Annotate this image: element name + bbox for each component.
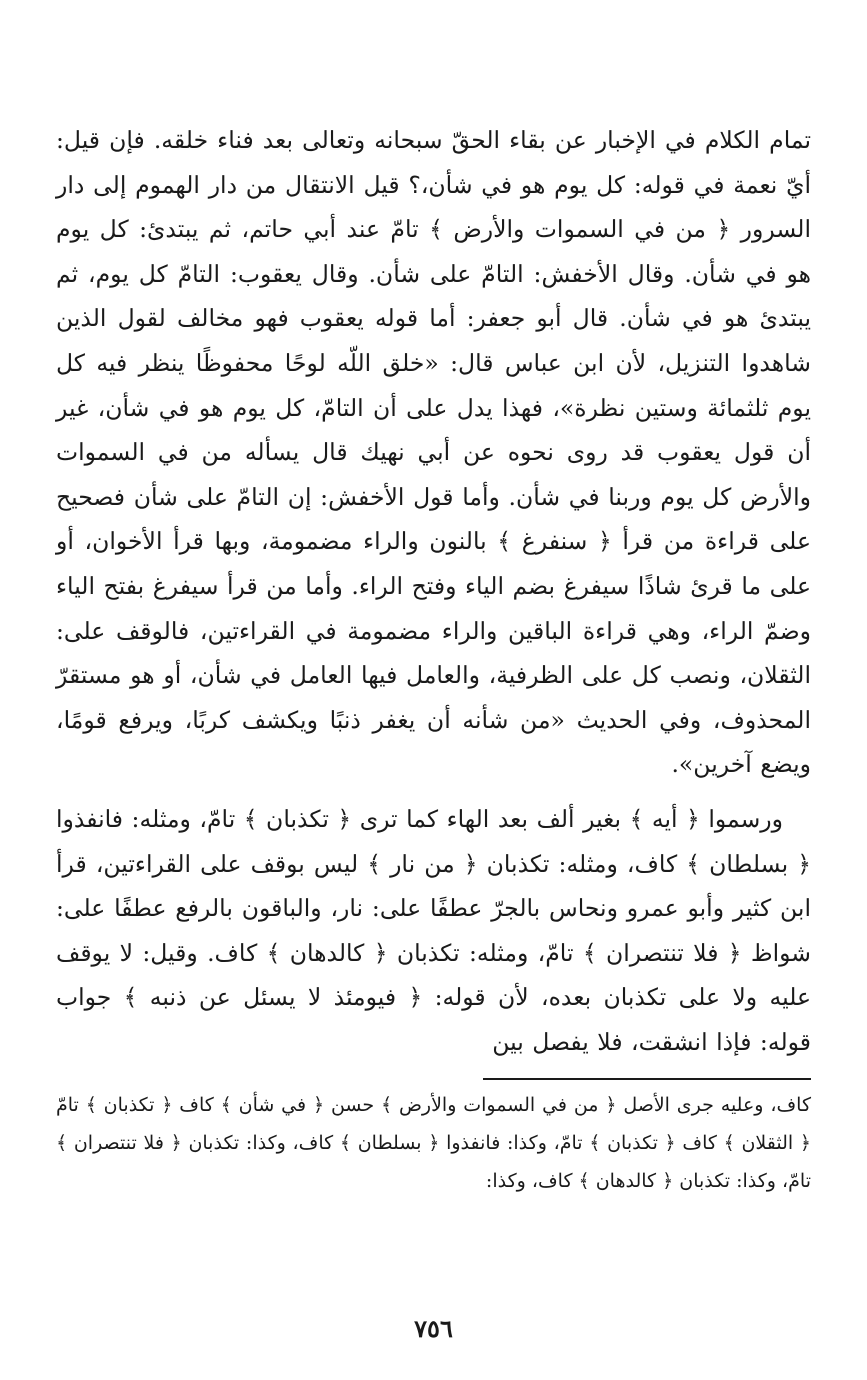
page-number: ٧٥٦ bbox=[414, 1314, 453, 1343]
main-text bbox=[56, 118, 811, 1064]
footnote-text: كاف، وعليه جرى الأصل ﴿ من في السموات والأرض ﴾ حسن ﴿ في شأن ﴾ كاف ﴿ تكذبان ﴾ تامّ ﴿ الثقلان ﴾ كاف ﴿ تكذبان ﴾ تامّ، وكذا: فانفذوا ﴿ بسلطان ﴾ كاف، وكذا: تكذبان ﴿ فلا تنتصران ﴾ تامّ، وكذا: تكذبان ﴿ كالدهان ﴾ كاف، وكذا: bbox=[56, 1094, 811, 1193]
footnote-divider bbox=[483, 1078, 811, 1080]
paragraph-2 bbox=[56, 797, 811, 1065]
paragraph-1: تمام الكلام في الإخبار عن بقاء الحقّ سبحانه وتعالى بعد فناء خلقه. فإن قيل: أيّ نعمة في قوله: كل يوم هو في شأن،؟ قيل الانتقال من دار الهموم إلى دار السرور ﴿ من في السموات والأرض ﴾ تامّ عند أبي حاتم، ثم يبتدئ: كل يوم هو في شأن. وقال الأخفش: التامّ على شأن. وقال يعقوب: التامّ كل يوم، ثم يبتدئ هو في شأن. قال أبو جعفر: أما قوله يعقوب فهو مخالف لقول الذين شاهدوا التنزيل، لأن ابن عباس قال: «خلق اللّه لوحًا محفوظًا ينظر فيه كل يوم ثلثمائة وستين نظرة»، فهذا يدل على أن التامّ، كل يوم هو في شأن، غير أن قول يعقوب قد روى نحوه عن أبي نهيك قال يسأله من في السموات والأرض كل يوم وربنا في شأن. وأما قول الأخفش: إن التامّ على شأن فصحيح على قراءة من قرأ ﴿ سنفرغ ﴾ بالنون والراء مضمومة، وبها قرأ الأخوان، أو على ما قرئ شاذًا سيفرغ بضم الياء وفتح الراء. وأما من قرأ سيفرغ بفتح الياء وضمّ الراء، وهي قراءة الباقين والراء مضمومة في القراءتين، فالوقف على: الثقلان، ونصب كل على الظرفية، والعامل فيها العامل في شأن، أو هو مستقرّ المحذوف، وفي الحديث «من شأنه أن يغفر ذنبًا ويكشف كربًا، ويرفع قومًا، ويضع آخرين». bbox=[56, 126, 811, 779]
paragraph-2-text: ورسموا ﴿ أيه ﴾ بغير ألف بعد الهاء كما ترى ﴿ تكذبان ﴾ تامّ، ومثله: فانفذوا ﴿ بسلطان ﴾ كاف، ومثله: تكذبان ﴿ من نار ﴾ ليس بوقف على القراءتين، قرأ ابن كثير وأبو عمرو ونحاس بالجرّ عطفًا على: نار، والباقون بالرفع عطفًا على: شواظ ﴿ فلا تنتصران ﴾ تامّ، ومثله: تكذبان ﴿ كالدهان ﴾ كاف. وقيل: لا يوقف عليه ولا على تكذبان بعده، لأن قوله: ﴿ فيومئذ لا يسئل عن ذنبه ﴾ جواب قوله: فإذا انشقت، فلا يفصل بين bbox=[56, 804, 811, 1056]
